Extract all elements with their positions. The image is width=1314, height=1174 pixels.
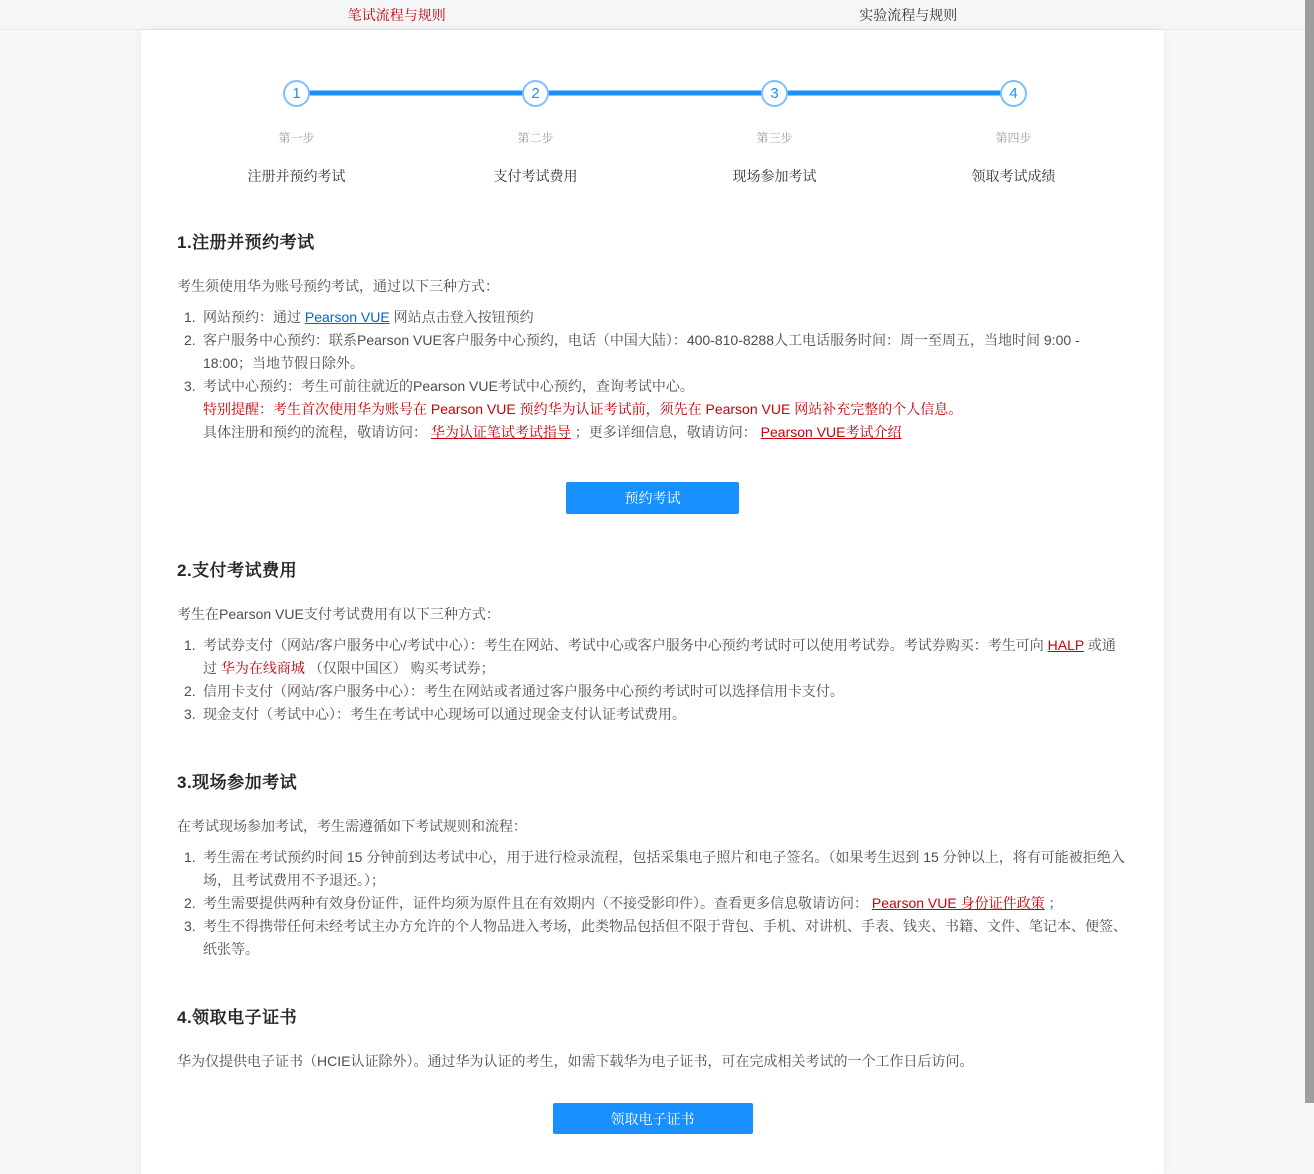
get-e-certificate-button[interactable]: 领取电子证书 xyxy=(553,1103,753,1134)
rule-arrive-early: 考生需在考试预约时间 15 分钟前到达考试中心，用于进行检录流程，包括采集电子照片和电子签名。（如果考生迟到 15 分钟以上，将有可能被拒绝入场，且考试费用不予退还。）； xyxy=(203,849,1125,888)
item-text: 网站预约：通过 xyxy=(203,309,305,325)
section-pay-exam-fee xyxy=(177,556,1128,726)
reminder-text: ；更多详细信息，敬请访问： xyxy=(570,424,761,440)
book-exam-button[interactable]: 预约考试 xyxy=(566,482,739,514)
section-3-intro: 在考试现场参加考试，考生需遵循如下考试规则和流程： xyxy=(177,818,527,834)
step-1-name: 注册并预约考试 xyxy=(247,168,346,184)
stepper-row xyxy=(177,80,1133,186)
huawei-online-store-link[interactable]: 华为在线商城 xyxy=(220,660,305,676)
payment-method-credit-card: 信用卡支付（网站/客户服务中心）：考生在网站或者通过客户服务中心预约考试时可以选择信用卡支付。 xyxy=(203,683,844,699)
step-4-circle: 4 xyxy=(1000,80,1027,107)
booking-method-website xyxy=(190,306,1128,329)
halp-link[interactable]: HALP xyxy=(1047,637,1084,653)
step-4-sublabel: 第四步 xyxy=(995,131,1032,145)
section-4-intro: 华为仅提供电子证书（HCIE认证除外）。通过华为认证的考生，如需下载华为电子证书，可在完成相关考试的一个工作日后访问。 xyxy=(177,1053,974,1069)
booking-method-customer-service: 客户服务中心预约：联系Pearson VUE客户服务中心预约，电话（中国大陆）：400-810-8288人工电话服务时间：周一至周五，当地时间 9:00 - 18:00；当地节假日除外。 xyxy=(203,332,1080,371)
content-card xyxy=(141,30,1164,1174)
exam-steps-stepper xyxy=(177,80,1133,186)
rule-id-documents xyxy=(190,892,1128,915)
top-tab-bar xyxy=(0,0,1305,30)
section-2-list xyxy=(190,634,1128,726)
written-exam-guide-link[interactable]: 华为认证笔试考试指导 xyxy=(430,424,571,440)
section-2-intro: 考生在Pearson VUE支付考试费用有以下三种方式： xyxy=(177,606,500,622)
tab-written-exam-rules[interactable]: 笔试流程与规则 xyxy=(347,6,446,23)
section-1-intro: 考生须使用华为账号预约考试，通过以下三种方式： xyxy=(177,278,499,294)
section-3-heading: 3.现场参加考试 xyxy=(177,773,298,792)
step-3-circle: 3 xyxy=(761,80,788,107)
section-3-list xyxy=(190,846,1128,961)
step-2-circle: 2 xyxy=(522,80,549,107)
item-text: 网站点击登入按钮预约 xyxy=(389,309,534,325)
section-attend-exam-onsite xyxy=(177,768,1128,961)
item-text: 或通过 xyxy=(203,637,1116,676)
pearson-vue-intro-link[interactable]: Pearson VUE考试介绍 xyxy=(760,424,902,440)
scrollbar-thumb[interactable] xyxy=(1305,0,1314,1103)
scrollbar-track[interactable] xyxy=(1305,0,1314,1103)
step-4-name: 领取考试成绩 xyxy=(971,168,1056,184)
step-1-sublabel: 第一步 xyxy=(278,131,315,145)
step-3-sublabel: 第三步 xyxy=(756,131,793,145)
step-1-circle: 1 xyxy=(283,80,310,107)
stepper-step-2 xyxy=(416,80,655,186)
registration-guide-line xyxy=(203,421,1128,444)
payment-method-cash: 现金支付（考试中心）：考生在考试中心现场可以通过现金支付认证考试费用。 xyxy=(203,706,686,722)
tab-lab-exam-rules[interactable]: 实验流程与规则 xyxy=(859,6,958,23)
item-text: 考生需要提供两种有效身份证件，证件均须为原件且在有效期内（不接受影印件）。查看更多信息敬请访问： xyxy=(203,895,872,911)
section-1-heading: 1.注册并预约考试 xyxy=(177,233,315,252)
step-2-sublabel: 第二步 xyxy=(517,131,554,145)
step-2-name: 支付考试费用 xyxy=(493,168,578,184)
id-policy-link[interactable]: Pearson VUE 身份证件政策 xyxy=(871,895,1045,911)
reminder-text: 具体注册和预约的流程，敬请访问： xyxy=(203,424,431,440)
tab-bar-inner xyxy=(141,0,1164,29)
section-register-and-book xyxy=(177,228,1128,514)
stepper-step-3 xyxy=(655,80,894,186)
section-4-heading: 4.领取电子证书 xyxy=(177,1008,298,1027)
stepper-step-4 xyxy=(894,80,1133,186)
rule-no-personal-items: 考生不得携带任何未经考试主办方允许的个人物品进入考场，此类物品包括但不限于背包、手机、对讲机、手表、钱夹、书籍、文件、笔记本、便签、纸张等。 xyxy=(203,918,1127,957)
section-get-e-certificate xyxy=(177,1003,1128,1134)
item-text: （仅限中国区） 购买考试券； xyxy=(304,660,495,676)
special-reminder-text: 特别提醒：考生首次使用华为账号在 Pearson VUE 预约华为认证考试前，须先在 Pearson VUE 网站补充完整的个人信息。 xyxy=(203,401,963,417)
item-text: ； xyxy=(1044,895,1063,911)
item-text: 考试券支付（网站/客户服务中心/考试中心）：考生在网站、考试中心或客户服务中心预约考试时可以使用考试券。考试券购买：考生可向 xyxy=(203,637,1048,653)
pearson-vue-link[interactable]: Pearson VUE xyxy=(304,309,390,325)
booking-method-test-center: 考试中心预约：考生可前往就近的Pearson VUE考试中心预约，查询考试中心。 xyxy=(203,378,694,394)
payment-method-voucher xyxy=(190,634,1128,680)
stepper-step-1 xyxy=(177,80,416,186)
section-1-list xyxy=(190,306,1128,398)
step-3-name: 现场参加考试 xyxy=(732,168,817,184)
section-2-heading: 2.支付考试费用 xyxy=(177,561,298,580)
